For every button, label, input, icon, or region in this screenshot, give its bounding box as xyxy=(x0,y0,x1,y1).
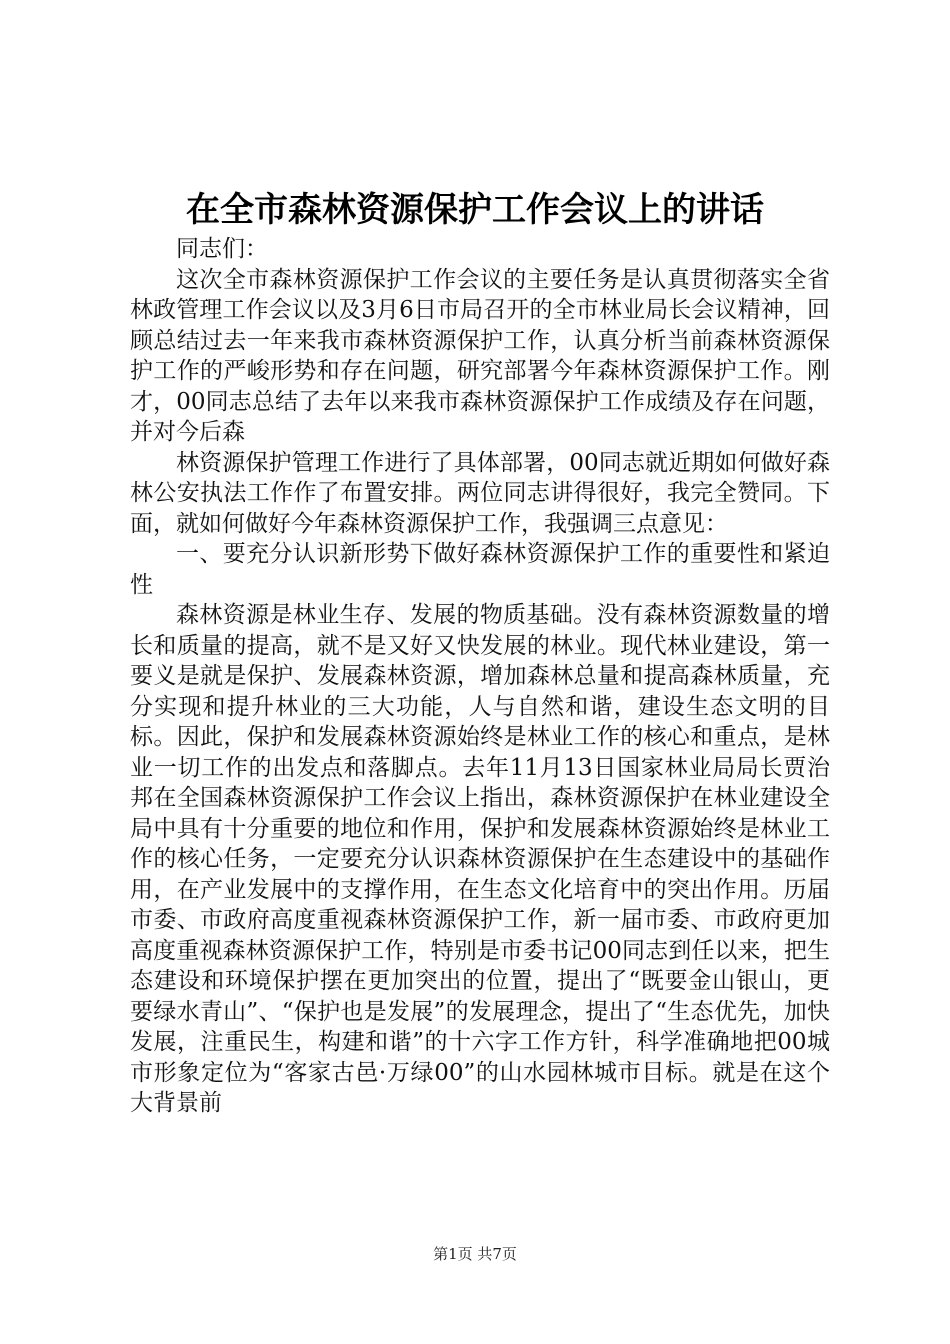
body-paragraph: 这次全市森林资源保护工作会议的主要任务是认真贯彻落实全省林政管理工作会议以及3月6日市局召开的全市林业局长会议精神，回顾总结过去一年来我市森林资源保护工作，认真分析当前森林资源保护工作的严峻形势和存在问题，研究部署今年森林资源保护工作。刚才，00同志总结了去年以来我市森林资源保护工作成绩及存在问题，并对今后森 xyxy=(130,266,830,445)
document-title: 在全市森林资源保护工作会议上的讲话 xyxy=(186,190,764,230)
body-paragraph: 林资源保护管理工作进行了具体部署，00同志就近期如何做好森林公安执法工作作了布置安排。两位同志讲得很好，我完全赞同。下面，就如何做好今年森林资源保护工作，我强调三点意见： xyxy=(130,449,830,537)
section-heading: 一、要充分认识新形势下做好森林资源保护工作的重要性和紧迫性 xyxy=(130,541,830,598)
body-paragraph: 森林资源是林业生存、发展的物质基础。没有森林资源数量的增长和质量的提高，就不是又好又快发展的林业。现代林业建设，第一要义是就是保护、发展森林资源，增加森林总量和提高森林质量，充分实现和提升林业的三大功能，人与自然和谐，建设生态文明的目标。因此，保护和发展森林资源始终是林业工作的核心和重点，是林业一切工作的出发点和落脚点。去年11月13日国家林业局局长贾治邦在全国森林资源保护工作会议上指出，森林资源保护在林业建设全局中具有十分重要的地位和作用，保护和发展森林资源始终是林业工作的核心任务，一定要充分认识森林资源保护在生态建设中的基础作用，在产业发展中的支撑作用，在生态文化培育中的突出作用。历届市委、市政府高度重视森林资源保护工作，新一届市委、市政府更加高度重视森林资源保护工作，特别是市委书记00同志到任以来，把生态建设和环境保护摆在更加突出的位置，提出了“既要金山银山，更要绿水青山”、“保护也是发展”的发展理念，提出了“生态优先，加快发展，注重民生，构建和谐”的十六字工作方针，科学准确地把00城市形象定位为“客家古邑·万绿00”的山水园林城市目标。就是在这个大背景前 xyxy=(130,602,830,1116)
document-body xyxy=(130,234,830,1119)
salutation-paragraph: 同志们： xyxy=(176,236,268,262)
page-number-footer: 第1页 共7页 xyxy=(433,1245,517,1263)
